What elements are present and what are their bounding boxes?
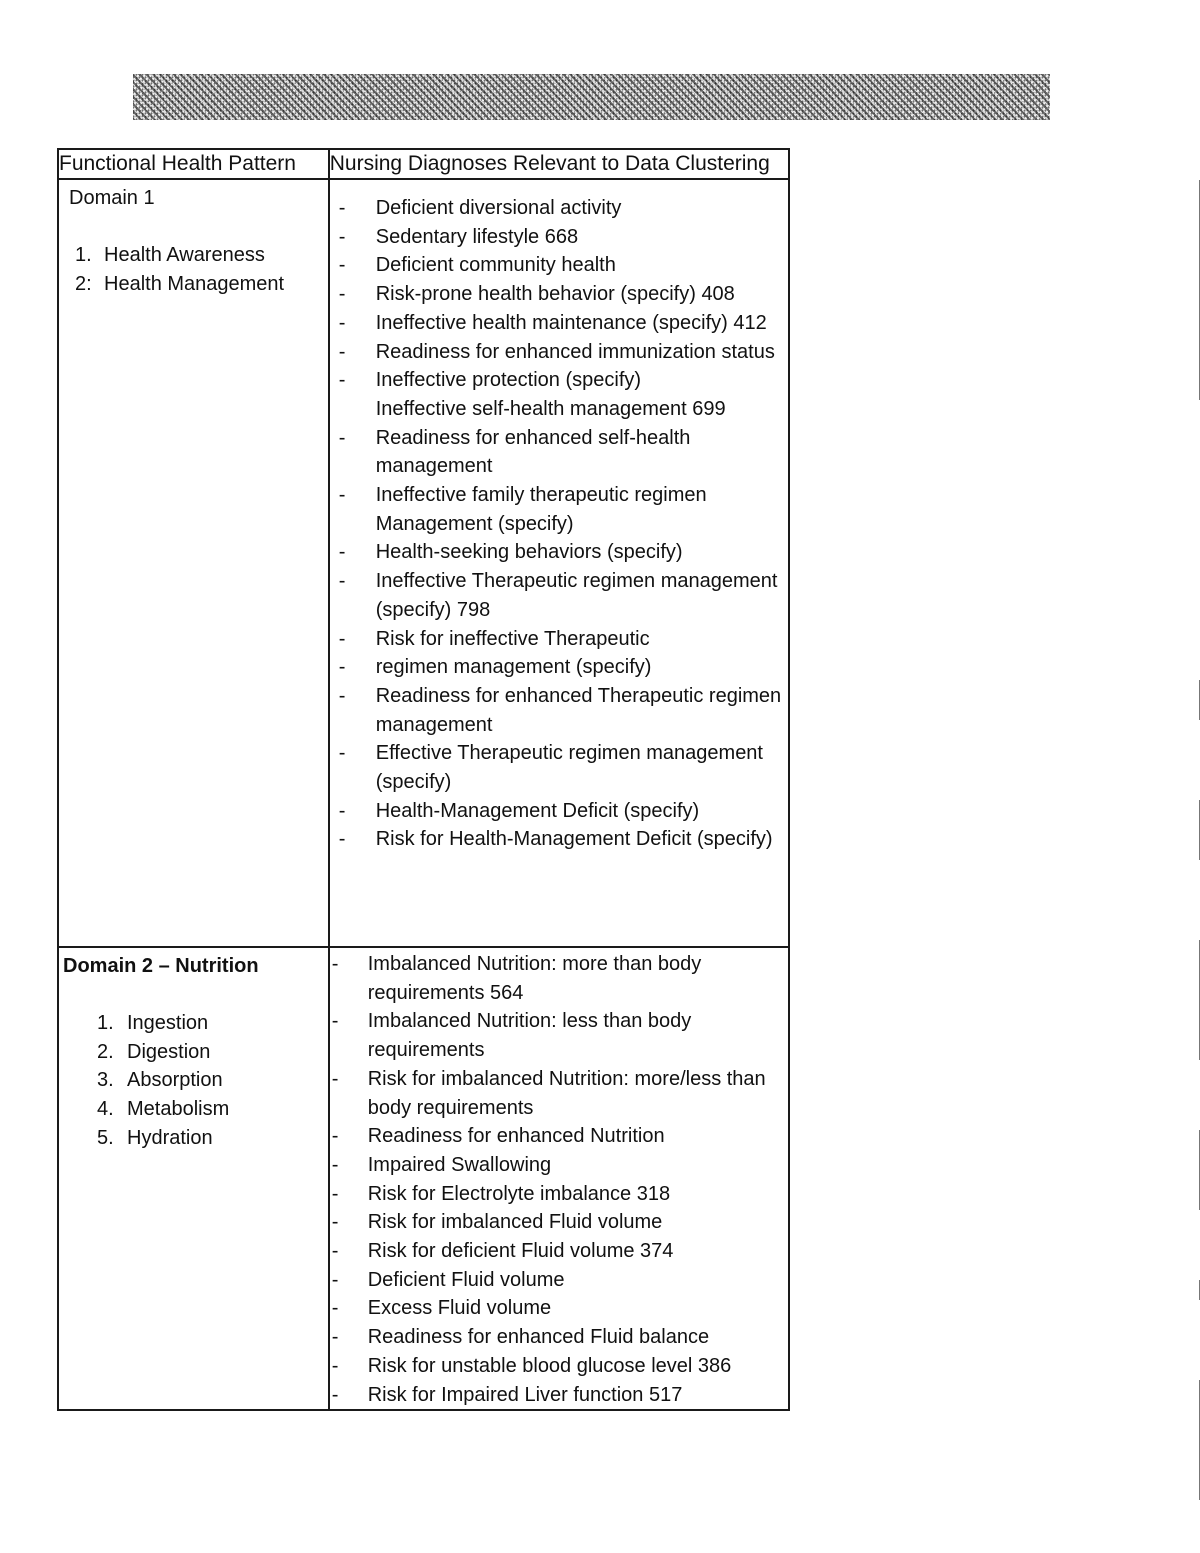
diagnosis-item: - Risk for imbalanced Fluid volume xyxy=(331,1211,663,1234)
diagnosis-list xyxy=(330,180,788,860)
diagnosis-item: - Risk for Health-Management Deficit (specify) xyxy=(338,828,773,851)
diagnosis-item: - Risk for Impaired Liver function 517 xyxy=(331,1383,683,1406)
diagnosis-item: - Ineffective health maintenance (specify) 412 xyxy=(338,311,767,334)
header-nursing-diagnoses: Nursing Diagnoses Relevant to Data Clustering xyxy=(329,149,789,179)
diagnosis-item: - Excess Fluid volume xyxy=(331,1297,552,1320)
pattern-item: 4. Metabolism xyxy=(97,1098,230,1121)
diagnosis-item: - regimen management (specify) xyxy=(338,656,652,679)
diagnosis-item: - Readiness for enhanced Therapeutic regimen management xyxy=(338,684,782,736)
pattern-list xyxy=(59,1009,328,1153)
diagnosis-item: - Health-Management Deficit (specify) xyxy=(338,799,700,822)
pattern-item: 2. Digestion xyxy=(97,1040,211,1063)
diagnoses-cell xyxy=(329,179,789,947)
diagnosis-item: - Risk for imbalanced Nutrition: more/less than body requirements xyxy=(331,1067,766,1119)
diagnosis-item: - Sedentary lifestyle 668 xyxy=(338,225,579,248)
pattern-item: 1. Ingestion xyxy=(97,1012,209,1034)
table-header-row xyxy=(58,149,789,179)
diagnosis-item: - Ineffective protection (specify) xyxy=(338,369,642,392)
pattern-item: 5. Hydration xyxy=(97,1126,213,1149)
diagnosis-list xyxy=(330,948,788,1409)
diagnosis-item: Ineffective self-health management 699 xyxy=(375,397,726,420)
diagnosis-item: - Effective Therapeutic regimen management (specify) xyxy=(338,742,763,794)
diagnoses-cell xyxy=(329,947,789,1410)
pattern-item: 3. Absorption xyxy=(97,1069,223,1092)
redacted-header-banner xyxy=(133,74,1050,120)
pattern-cell xyxy=(58,179,329,947)
diagnosis-item: - Readiness for enhanced immunization status xyxy=(338,340,775,363)
domain-row xyxy=(58,179,789,947)
pattern-list xyxy=(59,241,328,298)
header-functional-health-pattern: Functional Health Pattern xyxy=(58,149,329,179)
diagnosis-item: - Health-seeking behaviors (specify) xyxy=(338,541,683,564)
diagnosis-item: - Risk for Electrolyte imbalance 318 xyxy=(331,1182,671,1205)
domain-row xyxy=(58,947,789,1410)
diagnosis-item: - Readiness for enhanced self-health management xyxy=(338,426,691,478)
diagnosis-item: - Risk for ineffective Therapeutic xyxy=(338,627,650,650)
diagnosis-item: - Deficient diversional activity xyxy=(338,197,622,219)
diagnosis-item: - Ineffective Therapeutic regimen management (specify) 798 xyxy=(338,570,778,621)
diagnosis-item: - Risk for deficient Fluid volume 374 xyxy=(331,1240,674,1263)
pattern-item: 2: Health Management xyxy=(75,272,285,295)
diagnosis-item: - Ineffective family therapeutic regimen Management (specify) xyxy=(338,484,707,535)
diagnosis-item: - Impaired Swallowing xyxy=(331,1153,552,1176)
diagnosis-item: - Deficient community health xyxy=(338,254,616,277)
diagnosis-item: - Readiness for enhanced Nutrition xyxy=(331,1125,665,1148)
diagnosis-item: - Deficient Fluid volume xyxy=(331,1268,565,1291)
pattern-item: 1. Health Awareness xyxy=(75,244,265,266)
diagnosis-item: - Imbalanced Nutrition: less than body requirements xyxy=(331,1010,692,1062)
diagnosis-item: - Risk for unstable blood glucose level 386 xyxy=(331,1354,732,1377)
scan-edge-marks xyxy=(1194,180,1200,1500)
diagnosis-item: - Risk-prone health behavior (specify) 408 xyxy=(338,283,735,306)
domain-title: Domain 1 xyxy=(69,187,155,209)
nursing-diagnoses-table xyxy=(57,148,790,1411)
domain-title: Domain 2 – Nutrition xyxy=(63,955,259,977)
diagnosis-item: - Readiness for enhanced Fluid balance xyxy=(331,1326,710,1349)
pattern-cell xyxy=(58,947,329,1410)
diagnosis-item: - Imbalanced Nutrition: more than body requirements 564 xyxy=(331,953,702,1004)
